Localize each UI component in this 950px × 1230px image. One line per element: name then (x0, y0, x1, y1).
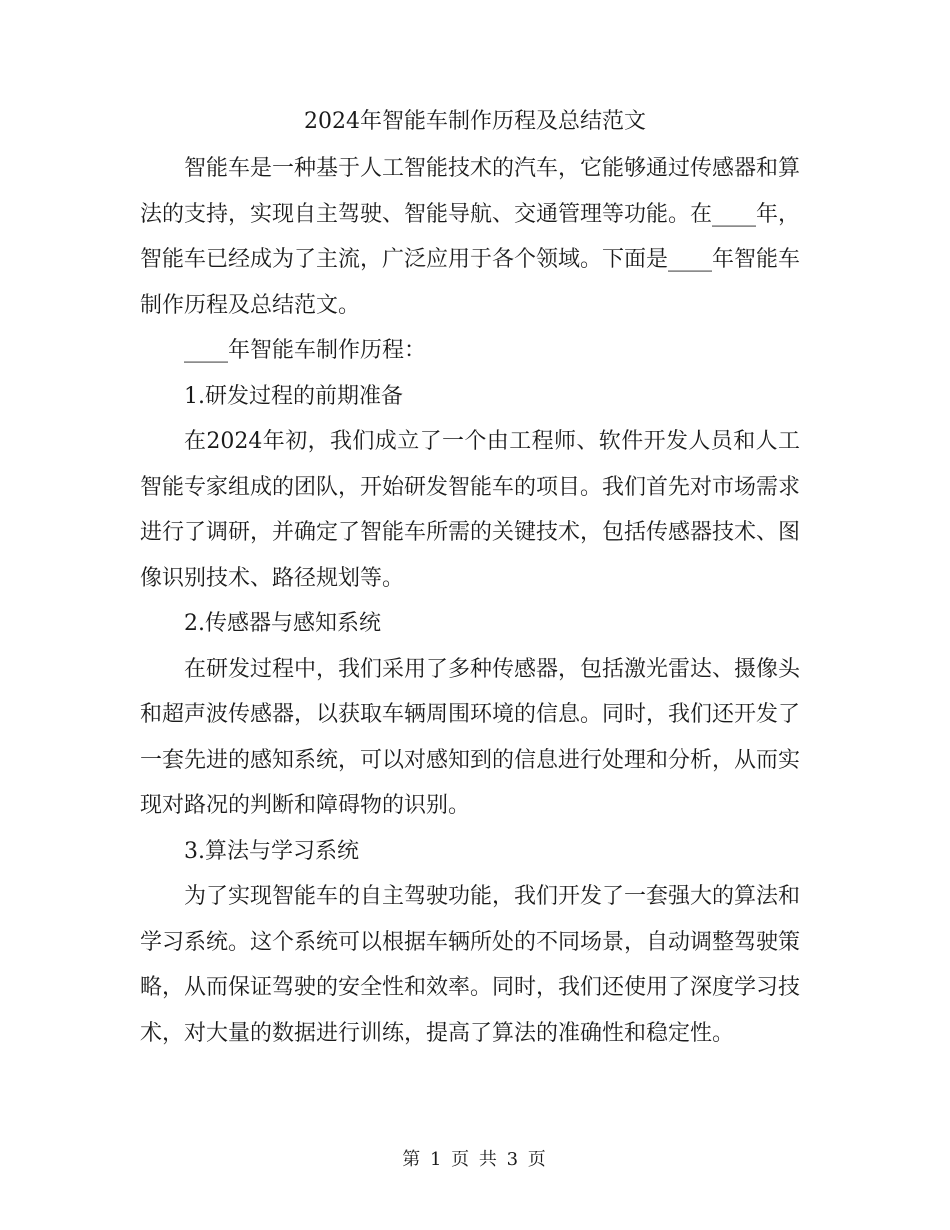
page-footer: 第 1 页 共 3 页 (402, 1149, 548, 1170)
paragraph-section-3: 为了实现智能车的自主驾驶功能，我们开发了一套强大的算法和学习系统。这个系统可以根据车辆所处的不同场景，自动调整驾驶策略，从而保证驾驶的安全性和效率。同时，我们还使用了深度学习技术，对大量的数据进行训练，提高了算法的准确性和稳定性。 (140, 884, 801, 1046)
paragraph-section-2: 在研发过程中，我们采用了多种传感器，包括激光雷达、摄像头和超声波传感器，以获取车辆周围环境的信息。同时，我们还开发了一套先进的感知系统，可以对感知到的信息进行处理和分析，从而实现对路况的判断和障碍物的识别。 (140, 656, 801, 818)
document-body (140, 146, 800, 1056)
paragraph-intro: 智能车是一种基于人工智能技术的汽车，它能够通过传感器和算法的支持，实现自主驾驶、智能导航、交通管理等功能。在____年，智能车已经成为了主流，广泛应用于各个领域。下面是____年智能车制作历程及总结范文。 (140, 156, 801, 318)
section-heading-2: 2.传感器与感知系统 (184, 611, 381, 636)
document-title: 2024年智能车制作历程及总结范文 (304, 109, 646, 134)
paragraph-history-heading: ____年智能车制作历程： (184, 338, 427, 363)
section-heading-3: 3.算法与学习系统 (184, 838, 359, 864)
section-heading-1: 1.研发过程的前期准备 (184, 383, 403, 409)
paragraph-section-1: 在2024年初，我们成立了一个由工程师、软件开发人员和人工智能专家组成的团队，开始研发智能车的项目。我们首先对市场需求进行了调研，并确定了智能车所需的关键技术，包括传感器技术、图像识别技术、路径规划等。 (140, 429, 801, 591)
